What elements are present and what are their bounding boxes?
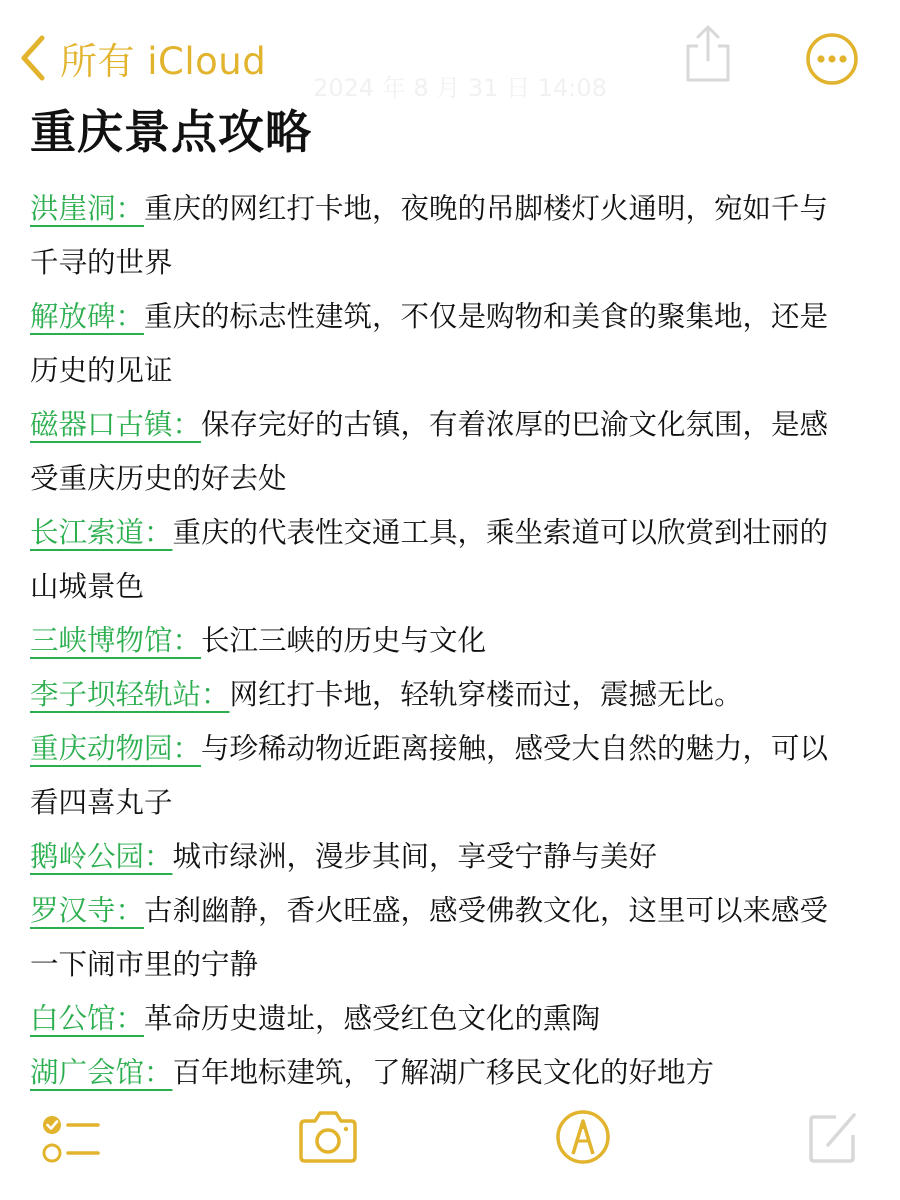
attraction-description: 革命历史遗址，感受红色文化的熏陶	[144, 1002, 601, 1035]
attraction-description: 网红打卡地，轻轨穿楼而过，震撼无比。	[229, 678, 743, 711]
list-item	[30, 668, 852, 722]
list-item	[30, 182, 852, 290]
attraction-list	[30, 182, 852, 1100]
note-date: 2024 年 8 月 31 日 14:08	[313, 74, 607, 102]
attraction-description: 重庆的网红打卡地，夜晚的吊脚楼灯火通明，宛如千与千寻的世界	[30, 192, 829, 279]
attraction-description: 保存完好的古镇，有着浓厚的巴渝文化氛围，是感受重庆历史的好去处	[30, 408, 829, 495]
more-button[interactable]	[804, 31, 860, 91]
attraction-description: 长江三峡的历史与文化	[201, 624, 487, 657]
attraction-link[interactable]: 重庆动物园：	[30, 732, 202, 765]
note-title: 重庆景点攻略	[30, 105, 312, 159]
attraction-description: 百年地标建筑，了解湖广移民文化的好地方	[172, 1056, 715, 1089]
list-item	[30, 722, 852, 830]
markup-pen-icon	[553, 1107, 613, 1167]
share-button[interactable]	[680, 22, 736, 90]
attraction-link[interactable]: 解放碑：	[30, 300, 145, 333]
chevron-left-icon	[18, 34, 48, 82]
attraction-link[interactable]: 三峡博物馆：	[30, 624, 202, 657]
attraction-link[interactable]: 罗汉寺：	[30, 894, 145, 927]
attraction-link[interactable]: 洪崖洞：	[30, 192, 145, 225]
checklist-button[interactable]	[40, 1109, 102, 1171]
list-item	[30, 614, 852, 668]
attraction-link[interactable]: 长江索道：	[30, 516, 173, 549]
list-item	[30, 884, 852, 992]
navigation-bar	[0, 0, 900, 110]
attraction-link[interactable]: 白公馆：	[30, 1002, 145, 1035]
list-item	[30, 506, 852, 614]
share-icon	[680, 71, 736, 90]
markup-button[interactable]	[553, 1107, 613, 1167]
attraction-link[interactable]: 磁器口古镇：	[30, 408, 202, 441]
attraction-link[interactable]: 李子坝轻轨站：	[30, 678, 230, 711]
bottom-toolbar	[0, 1095, 900, 1200]
list-item	[30, 1046, 852, 1100]
attraction-description: 城市绿洲，漫步其间，享受宁静与美好	[172, 840, 658, 873]
attraction-link[interactable]: 鹅岭公园：	[30, 840, 173, 873]
camera-button[interactable]	[295, 1107, 361, 1167]
list-item	[30, 398, 852, 506]
attraction-link[interactable]: 湖广会馆：	[30, 1056, 173, 1089]
compose-button[interactable]	[806, 1107, 862, 1167]
list-item	[30, 830, 852, 884]
back-button-label: 所有 iCloud	[60, 40, 267, 83]
compose-icon	[806, 1107, 862, 1167]
attraction-description: 重庆的代表性交通工具，乘坐索道可以欣赏到壮丽的山城景色	[30, 516, 829, 603]
attraction-description: 与珍稀动物近距离接触，感受大自然的魅力，可以看四喜丸子	[30, 732, 829, 819]
list-item	[30, 290, 852, 398]
checklist-icon	[40, 1109, 102, 1171]
back-button[interactable]	[18, 30, 266, 86]
camera-icon	[295, 1107, 361, 1167]
ellipsis-circle-icon	[804, 72, 860, 91]
list-item	[30, 992, 852, 1046]
attraction-description: 重庆的标志性建筑，不仅是购物和美食的聚集地，还是历史的见证	[30, 300, 829, 387]
attraction-description: 古刹幽静，香火旺盛，感受佛教文化，这里可以来感受一下闹市里的宁静	[30, 894, 829, 981]
